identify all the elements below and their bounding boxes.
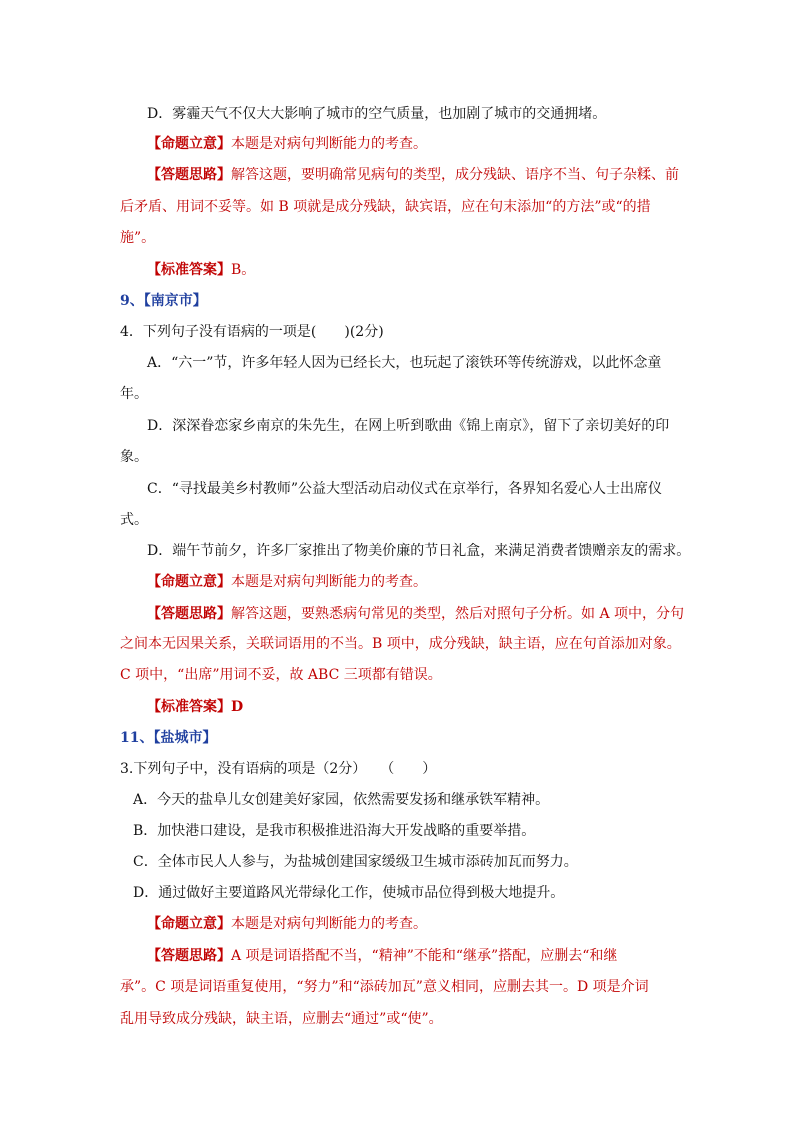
section-9-option-b-2: 象。 xyxy=(120,449,148,465)
answer-text: B。 xyxy=(231,262,256,278)
section-11-intent-text: 本题是对病句判断能力的考查。 xyxy=(231,916,427,932)
section-11-thinking-line-2: 承”。C 项是词语重复使用，“努力”和“添砖加瓦”意义相同，应删去其一。D 项是介词 xyxy=(120,979,649,995)
section-9-answer-text: D xyxy=(231,699,244,715)
section-9-heading xyxy=(120,291,207,311)
section-9-intent-label: 【命题立意】 xyxy=(147,574,231,590)
section-11-thinking-line-3: 乱用导致成分残缺，缺主语，应删去“通过”或“使”。 xyxy=(120,1011,443,1027)
intent-label: 【命题立意】 xyxy=(147,136,231,152)
thinking-label: 【答题思路】 xyxy=(147,167,231,183)
thinking-text-1: 解答这题，要明确常见病句的类型，成分残缺、语序不当、句子杂糅、前 xyxy=(231,167,679,183)
section-9-thinking-line-1 xyxy=(147,604,684,624)
section-11-thinking-text-1: A 项是词语搭配不当，“精神”不能和“继承”搭配，应删去“和继 xyxy=(231,948,618,964)
thinking-line-3: 施”。 xyxy=(120,230,156,246)
section-11-option-d: D．通过做好主要道路风光带绿化工作，使城市品位得到极大地提升。 xyxy=(133,885,565,901)
thinking-line-2: 后矛盾、用词不妥等。如 B 项就是成分残缺，缺宾语，应在句末添加“的方法”或“的措 xyxy=(120,199,651,215)
section-9-option-b-1: D．深深眷恋家乡南京的朱先生，在网上听到歌曲《锦上南京》，留下了亲切美好的印 xyxy=(147,418,670,434)
section-9-answer-label: 【标准答案】 xyxy=(147,699,231,715)
section-9-option-a-1: A．“六一”节，许多年轻人因为已经长大，也玩起了滚铁环等传统游戏，以此怀念童 xyxy=(147,355,662,371)
answer-line xyxy=(147,260,255,280)
section-11-number: 11、 xyxy=(120,730,154,746)
section-9-option-d: D．端午节前夕，许多厂家推出了物美价廉的节日礼盒，来满足消费者馈赠亲友的需求。 xyxy=(147,543,691,559)
section-11-question: 3.下列句子中，没有语病的项是（2分） （ ） xyxy=(120,761,437,777)
section-9-number: 9、 xyxy=(120,293,144,309)
section-9-city: 【南京市】 xyxy=(143,293,207,309)
section-9-option-c-2: 式。 xyxy=(120,512,148,528)
intent-line xyxy=(147,134,427,154)
answer-label: 【标准答案】 xyxy=(147,262,231,278)
section-9-question: 4．下列句子没有语病的一项是( )(2分) xyxy=(120,324,384,340)
section-9-intent-text: 本题是对病句判断能力的考查。 xyxy=(231,574,427,590)
section-11-option-c: C．全体市民人人参与，为盐城创建国家缓级卫生城市添砖加瓦而努力。 xyxy=(133,854,578,870)
section-11-thinking-label: 【答题思路】 xyxy=(147,948,231,964)
section-11-intent-label: 【命题立意】 xyxy=(147,916,231,932)
section-9-option-c-1: C．“寻找最美乡村教师”公益大型活动启动仪式在京举行，各界知名爱心人士出席仪 xyxy=(147,481,663,497)
section-11-option-a: A．今天的盐阜儿女创建美好家园，依然需要发扬和继承铁军精神。 xyxy=(133,792,550,808)
section-11-option-b: B．加快港口建设，是我市积极推进沿海大开发战略的重要举措。 xyxy=(133,823,536,839)
section-9-option-a-2: 年。 xyxy=(120,386,148,402)
section-11-intent-line xyxy=(147,914,427,934)
thinking-line-1 xyxy=(147,165,679,185)
section-9-thinking-label: 【答题思路】 xyxy=(147,606,231,622)
section-9-thinking-line-2: 之间本无因果关系，关联词语用的不当。B 项中，成分残缺，缺主语，应在句首添加对象。 xyxy=(120,636,681,652)
option-d-line: D．雾霾天气不仅大大影响了城市的空气质量，也加剧了城市的交通拥堵。 xyxy=(147,106,607,122)
section-9-intent-line xyxy=(147,572,427,592)
section-9-answer-line xyxy=(147,697,243,717)
section-11-heading xyxy=(120,728,216,748)
section-11-thinking-line-1 xyxy=(147,946,617,966)
section-9-thinking-text-1: 解答这题，要熟悉病句常见的类型，然后对照句子分析。如 A 项中，分句 xyxy=(231,606,685,622)
section-11-city: 【盐城市】 xyxy=(153,730,217,746)
intent-text: 本题是对病句判断能力的考查。 xyxy=(231,136,427,152)
section-9-thinking-line-3: C 项中，“出席”用词不妥，故 ABC 三项都有错误。 xyxy=(120,667,442,683)
